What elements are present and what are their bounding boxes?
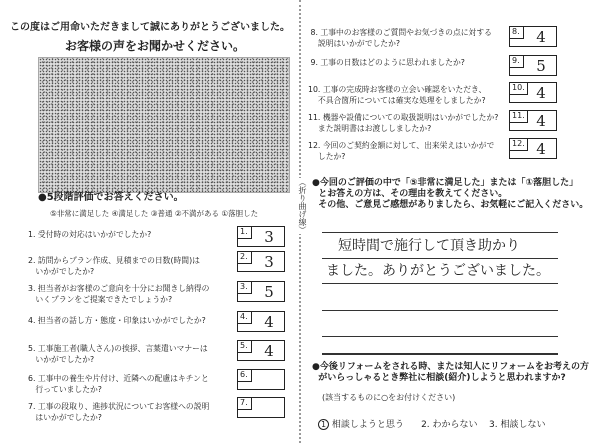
answer-box-6[interactable] [237, 369, 285, 390]
answer-value: 4 [264, 313, 274, 331]
question-2: 2. 訪問からプラン作成、見積までの日数(時間)は いかがでしたか? [28, 256, 200, 276]
question-1: 1. 受付時の対応はいかがでしたか? [28, 230, 152, 239]
answer-value: 4 [264, 342, 274, 360]
answer-box-7[interactable] [237, 397, 285, 418]
answer-number: 8. [510, 27, 524, 39]
question-3: 3. 担当者がお客様のご意向を十分にお聞きし納得の いくプランをご提案できたでしょうか? [28, 284, 210, 304]
answer-box-9[interactable] [509, 55, 557, 76]
thank-you-line: この度はご用命いただきまして誠にありがとうございました。 [10, 22, 290, 33]
answer-number: 5. [238, 341, 252, 353]
referral-question: ●今後リフォームをされる時、または知人にリフォームをお考えの方 がいらっしゃるとき弊社に相談(紹介)しようと思われますか? [312, 362, 589, 383]
question-8: 8. 工事中のお客様のご質問やお気づきの点に対する 説明はいかがでしたか? [310, 28, 492, 48]
comment-line [322, 353, 558, 355]
survey-title: お客様の声をお聞かせください。 [64, 39, 245, 53]
answer-box-12[interactable] [509, 138, 557, 159]
answer-box-8[interactable] [509, 26, 557, 47]
answer-value: 4 [536, 112, 546, 130]
question-4: 4. 担当者の話し方・態度・印象はいかがでしたか? [28, 316, 206, 325]
answer-value: 5 [264, 283, 274, 301]
question-12: 12. 今回のご契約金額に対して、出来栄えはいかがで したか? [308, 141, 495, 161]
option-3-num[interactable]: 3. [489, 420, 498, 430]
answer-number: 11. [510, 111, 528, 123]
answer-number: 12. [510, 139, 528, 151]
comment-handwriting-1: 短時間で施行して頂き助かり [338, 238, 520, 254]
answer-box-5[interactable] [237, 340, 285, 361]
answer-number: 1. [238, 227, 252, 239]
answer-box-10[interactable] [509, 82, 557, 103]
answer-number: 10. [510, 83, 528, 95]
answer-box-2[interactable] [237, 251, 285, 272]
answer-value: 3 [264, 253, 274, 271]
rating-scale: ⑤非常に満足した ④満足した ③普通 ②不満がある ①落胆した [50, 209, 259, 218]
answer-box-1[interactable] [237, 226, 285, 247]
option-2-num[interactable]: 2. [421, 420, 430, 430]
answer-value: 4 [536, 28, 546, 46]
referral-options [318, 408, 545, 431]
answer-value: 4 [536, 84, 546, 102]
question-5: 5. 工事施工者(職人さん)の挨拶、言葉遣いマナーは いかがでしたか? [28, 344, 208, 364]
comment-line [322, 283, 558, 284]
option-3-label[interactable]: 相談しない [500, 420, 546, 430]
comment-line [322, 310, 558, 311]
answer-number: 3. [238, 282, 252, 294]
option-1-label[interactable]: 相談しようと思う [331, 420, 404, 430]
question-7: 7. 工事の段取り、進捗状況についてお客様への説明 はいかがでしたか? [28, 402, 210, 422]
question-6: 6. 工事中の養生や片付け、近隣への配慮はキチンと 行っていましたか? [28, 374, 209, 394]
option-1-selected[interactable]: 1 [318, 419, 329, 430]
answer-value: 4 [536, 140, 546, 158]
answer-box-4[interactable] [237, 311, 285, 332]
question-10: 10. 工事の完成時お客様の立会い確認をいただき、 不具合箇所については確実な処理をしましたか? [308, 85, 487, 105]
question-9: 9. 工事の日数はどのように思われましたか? [308, 58, 465, 67]
fold-label: （折り曲げ線） [293, 178, 307, 234]
answer-number: 7. [238, 398, 252, 410]
redacted-area [38, 57, 290, 193]
question-11: 11. 機器や設備についての取扱説明はいかがでしたか? また説明書はお渡ししましたか? [308, 113, 499, 133]
comment-heading: ●今回のご評価の中で「⑤非常に満足した」または「①落胆した」 とお答えの方は、その理由を教えてください。 その他、ご意見ご感想がありましたら、お気軽にご記入ください。 [312, 178, 589, 210]
answer-number: 9. [510, 56, 524, 68]
answer-number: 2. [238, 252, 252, 264]
rating-heading: ●5段階評価でお答えください。 [38, 192, 184, 203]
referral-note: (該当するものに○をお付けください) [322, 393, 456, 402]
answer-number: 6. [238, 370, 252, 382]
answer-box-3[interactable] [237, 281, 285, 302]
comment-line [322, 232, 558, 233]
answer-box-11[interactable] [509, 110, 557, 131]
option-2-label[interactable]: わからない [432, 420, 478, 430]
comment-handwriting-2: ました。ありがとうございました。 [326, 263, 550, 279]
answer-value: 3 [264, 228, 274, 246]
comment-line [322, 258, 558, 259]
comment-line [322, 336, 558, 337]
answer-number: 4. [238, 312, 252, 324]
answer-value: 5 [536, 57, 546, 75]
